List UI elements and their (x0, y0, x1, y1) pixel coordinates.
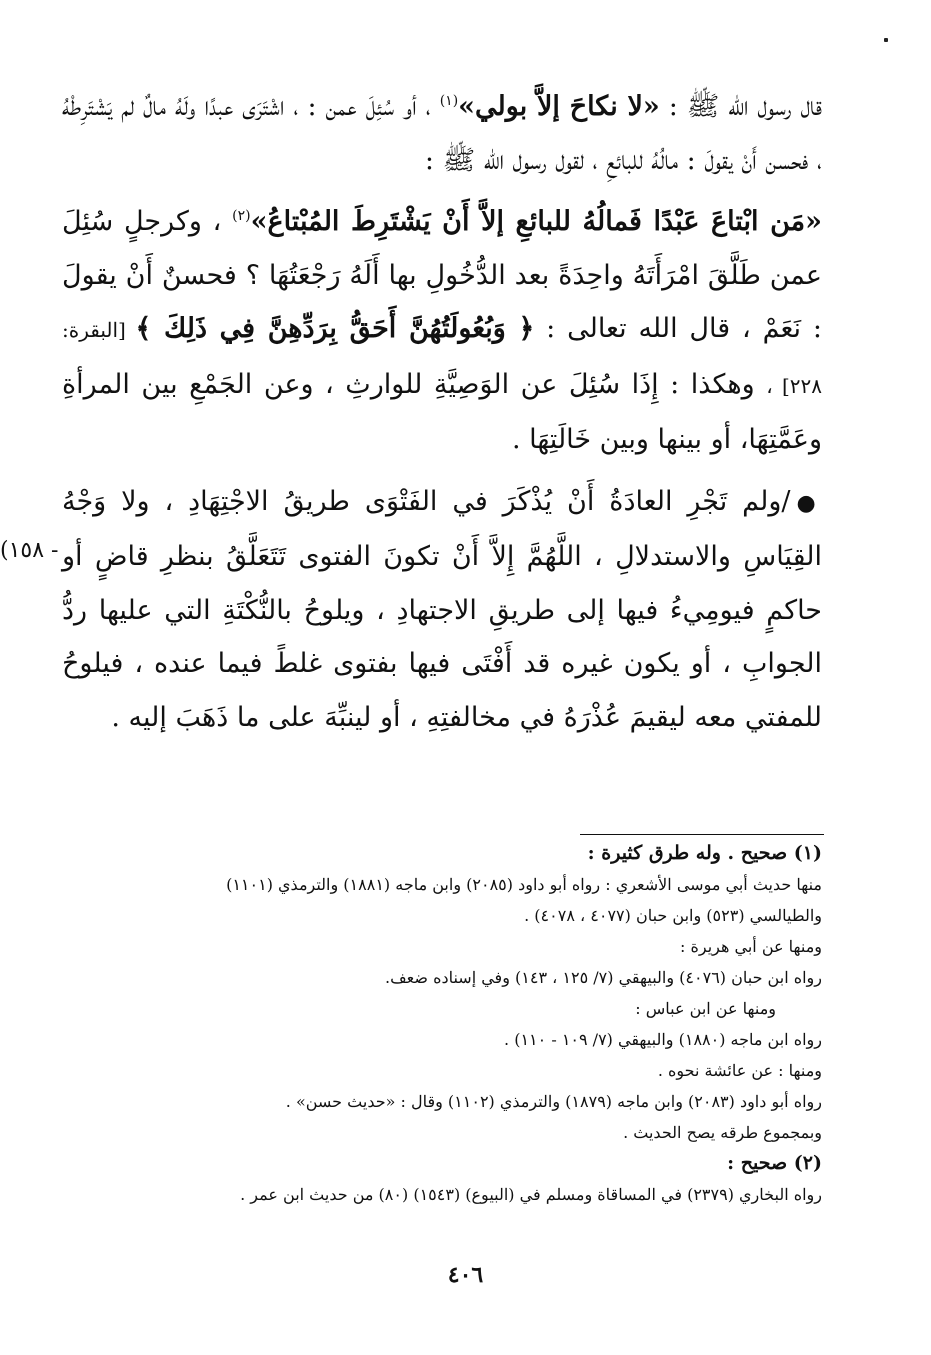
footnote-heading: (١) صحيح . وله طرق كثيرة : (587, 842, 822, 864)
footnotes (70, 838, 822, 1210)
p1-after: ، أو سُئِلَ عمن : ، اشْتَرَى عبدًا ولَهُ مالٌ لم يَشْتَرِطْهُ ، فحسن أَنْ يقولَ : مالُهُ للبائعِ ، لقول رسول الله ﷺ : (62, 91, 822, 176)
footnote-line: ومنها : عن عائشة نحوه . (657, 1061, 822, 1080)
paragraph-2 (62, 195, 822, 467)
margin-page-ref: (١٥٨ - (0, 538, 59, 563)
hadith-2: «مَن ابْتاعَ عَبْدًا فَمالُهُ للبائعِ إلاَّ أَنْ يَشْتَرِطَ المُبْتاعُ» (250, 206, 822, 237)
footnote-line: رواه ابن ماجه (١٨٨٠) والبيهقي (٧/ ١٠٩ - ١١٠) . (504, 1030, 822, 1049)
footnote-line: رواه أبو داود (٢٠٨٣) وابن ماجه (١٨٧٩) والترمذي (١١٠٢) وقال : «حديث حسن» . (285, 1092, 822, 1111)
p3-text: /ولم تَجْرِ العادَةُ أَنْ يُذْكَرَ في الفَتْوَى طريقُ الاجْتِهَادِ ، ولا وَجْهُ القِيَاسِ والاستدلالِ ، اللَّهُمَّ إِلاَّ أَنْ تكونَ الفتوى تَتَعَلَّقُ بنظرِ قاضٍ أو حاكمٍ فيومِيءُ فيها إلى طريقِ الاجتهادِ ، ويلوحُ بالنُّكْتَةِ التي عليها ردُّ الجوابِ ، أو يكون غيره قد أَفْتَى فيها بفتوى غلطً فيما عنده ، فيلوحُ للمفتي معه ليقيمَ عُذْرَهُ في مخالفتِهِ ، أو لينبِّهَ على ما ذَهَبَ إليه . (62, 485, 822, 733)
page-number: ٤٠٦ (447, 1262, 484, 1288)
footnote-line: والطيالسي (٥٢٣) وابن حبان (٤٠٧٧ ، ٤٠٧٨) . (524, 906, 822, 925)
p2-after: ، وكرجلٍ سُئِلَ عمن طَلَّقَ امْرَأَتَهُ واحِدَةً بعد الدُّخُولِ بها أَلَهُ رَجْعَتُهَا ؟ فحسنٌ أَنْ يقولَ : نَعَمْ ، قال الله تعالى : (62, 206, 823, 344)
footnote-divider (580, 834, 824, 835)
paragraph-3 (62, 475, 822, 745)
footnote-line: رواه البخاري (٢٣٧٩) في المساقاة ومسلم في (البيوع) (١٥٤٣) (٨٠) من حديث ابن عمر . (240, 1185, 822, 1204)
footnote-ref-1: (١) (439, 93, 459, 109)
footnote-line: رواه ابن حبان (٤٠٧٦) والبيهقي (٧/ ١٢٥ ، ١٤٣) وفي إسناده ضعف. (385, 968, 822, 987)
paragraph-1 (62, 80, 822, 187)
scan-speck (884, 38, 888, 42)
footnote-line: منها حديث أبي موسى الأشعري : رواه أبو داود (٢٠٨٥) وابن ماجه (١٨٨١) والترمذي (١١٠١) (226, 875, 822, 894)
quran-reference: [البقرة: ٢٢٨] ، (62, 318, 822, 398)
hadith-1: «لا نكاحَ إلاَّ بولي» (458, 91, 660, 122)
footnote-heading: (٢) صحيح : (727, 1152, 822, 1174)
main-text (62, 80, 822, 752)
footnote-line: ومنها عن ابن عباس : (635, 999, 776, 1018)
bullet-icon: ● (796, 490, 823, 516)
quran-verse: ﴿ وَبُعُولَتُهُنَّ أَحَقُّ بِرَدِّهِنَّ فِي ذَلِكَ ﴾ (135, 313, 535, 344)
p1-before: قال رسول الله ﷺ : (659, 91, 822, 122)
footnote-ref-2: (٢) (232, 208, 251, 224)
footnote-line: وبمجموع طرقه يصح الحديث . (623, 1123, 822, 1142)
p2-after2: وهكذا : إِذَا سُئِلَ عن الوَصِيَّةِ للوارثِ ، وعن الجَمْعِ بين المرأةِ وعَمَّتِهَا، أو بينها وبين خَالَتِهَا . (62, 368, 822, 455)
footnote-line: ومنها عن أبي هريرة : (680, 937, 822, 956)
